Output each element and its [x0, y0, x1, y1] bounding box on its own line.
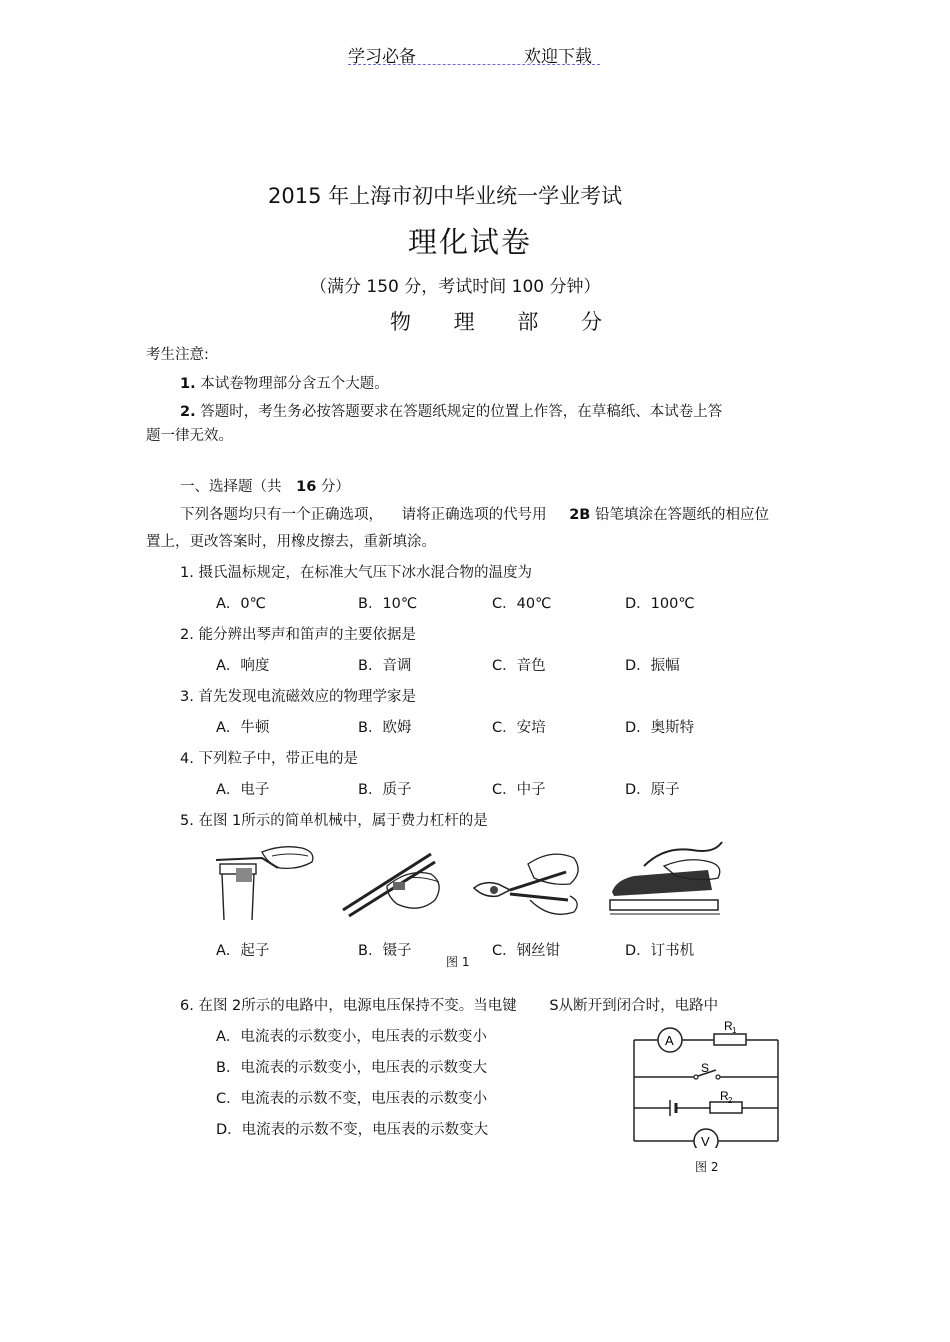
question-3-stem: 3. 首先发现电流磁效应的物理学家是 [180, 689, 416, 705]
r1-subscript: 1 [732, 1026, 737, 1035]
q5-option-a: A．起子 [216, 943, 270, 959]
q2-option-d: D．振幅 [625, 658, 680, 674]
figure-1-caption: 图 1 [446, 955, 470, 969]
circuit-diagram [626, 1020, 788, 1148]
paper-title: 理化试卷 [408, 225, 533, 259]
q2-option-c: C．音色 [492, 658, 546, 674]
header-right: 欢迎下载 [524, 47, 592, 67]
q6-stem-b: S从断开到闭合时，电路中 [549, 998, 719, 1014]
q6-stem-a: 6. 在图 2所示的电路中，电源电压保持不变。当电键 [180, 998, 517, 1014]
resistor-r1-symbol [714, 1034, 746, 1045]
instr-pencil: 2B [569, 507, 591, 523]
header-divider [348, 64, 600, 65]
q3-option-b: B．欧姆 [358, 720, 412, 736]
q1-option-d: D．100℃ [625, 596, 695, 612]
q1-option-b: B．10℃ [358, 596, 418, 612]
section1-title [180, 475, 350, 496]
q4-option-d: D．原子 [625, 782, 680, 798]
section1-points: 16 [296, 479, 317, 495]
notice-label: 考生注意: [146, 347, 209, 363]
q1-option-c: C．40℃ [492, 596, 552, 612]
q5-option-d: D．订书机 [625, 943, 695, 959]
bottle-opener-illustration [212, 838, 320, 922]
q3-option-c: C．安培 [492, 720, 546, 736]
section1-instructions-cont: 置上，更改答案时，用橡皮擦去，重新填涂。 [146, 534, 436, 550]
q6-option-c: C．电流表的示数不变，电压表的示数变小 [216, 1091, 488, 1107]
question-5-stem: 5. 在图 1所示的简单机械中，属于费力杠杆的是 [180, 813, 488, 829]
question-6-stem [180, 994, 718, 1015]
wire-pliers-illustration [470, 838, 586, 922]
q4-option-a: A．电子 [216, 782, 270, 798]
question-4-stem: 4. 下列粒子中，带正电的是 [180, 751, 358, 767]
r2-subscript: 2 [728, 1096, 733, 1105]
header-left: 学习必备 [348, 47, 416, 67]
section-heading: 物 理 部 分 [390, 310, 621, 334]
stapler-illustration [604, 836, 732, 922]
q6-option-a: A．电流表的示数变小，电压表的示数变小 [216, 1029, 487, 1045]
section1-title-c: 分） [320, 479, 350, 495]
notice-item-1 [180, 372, 389, 393]
resistor-r2-symbol [710, 1102, 742, 1113]
section1-instructions [180, 503, 769, 524]
q4-option-c: C．中子 [492, 782, 546, 798]
q3-option-a: A．牛顿 [216, 720, 270, 736]
figure-2-caption: 图 2 [695, 1160, 719, 1174]
r1-label: R [724, 1020, 733, 1033]
voltmeter-label: V [701, 1134, 710, 1148]
instr-part-b: 请将正确选项的代号用 [401, 507, 547, 523]
q6-option-d: D．电流表的示数不变，电压表的示数变大 [216, 1122, 489, 1138]
r2-label: R [720, 1089, 729, 1103]
question-2-stem: 2. 能分辨出琴声和笛声的主要依据是 [180, 627, 416, 643]
question-1-stem: 1. 摄氏温标规定，在标准大气压下冰水混合物的温度为 [180, 565, 532, 581]
q5-option-b: B．镊子 [358, 943, 412, 959]
section1-title-a: 一、选择题（共 [180, 479, 282, 495]
notice-item-2 [180, 400, 722, 421]
instr-part-a: 下列各题均只有一个正确选项， [180, 507, 383, 523]
q1-option-a: A．0℃ [216, 596, 266, 612]
tweezers-illustration [335, 838, 447, 922]
q5-option-c: C．钢丝钳 [492, 943, 561, 959]
ammeter-label: A [665, 1033, 674, 1048]
exam-info: （满分 150 分，考试时间 100 分钟） [310, 277, 601, 297]
exam-title: 2015 年上海市初中毕业统一学业考试 [268, 184, 623, 208]
notice-item-2-text: 答题时，考生务必按答题要求在答题纸规定的位置上作答，在草稿纸、本试卷上答 [200, 404, 723, 420]
q4-option-b: B．质子 [358, 782, 412, 798]
notice-item-1-text: 本试卷物理部分含五个大题。 [200, 376, 389, 392]
notice-item-2-num: 2. [180, 404, 196, 420]
q6-option-b: B．电流表的示数变小，电压表的示数变大 [216, 1060, 487, 1076]
notice-item-2-cont: 题一律无效。 [146, 428, 233, 444]
q2-option-a: A．响度 [216, 658, 270, 674]
instr-part-d: 铅笔填涂在答题纸的相应位 [594, 507, 769, 523]
switch-label: S [701, 1061, 710, 1075]
q2-option-b: B．音调 [358, 658, 412, 674]
notice-item-1-num: 1. [180, 376, 196, 392]
q3-option-d: D．奥斯特 [625, 720, 695, 736]
